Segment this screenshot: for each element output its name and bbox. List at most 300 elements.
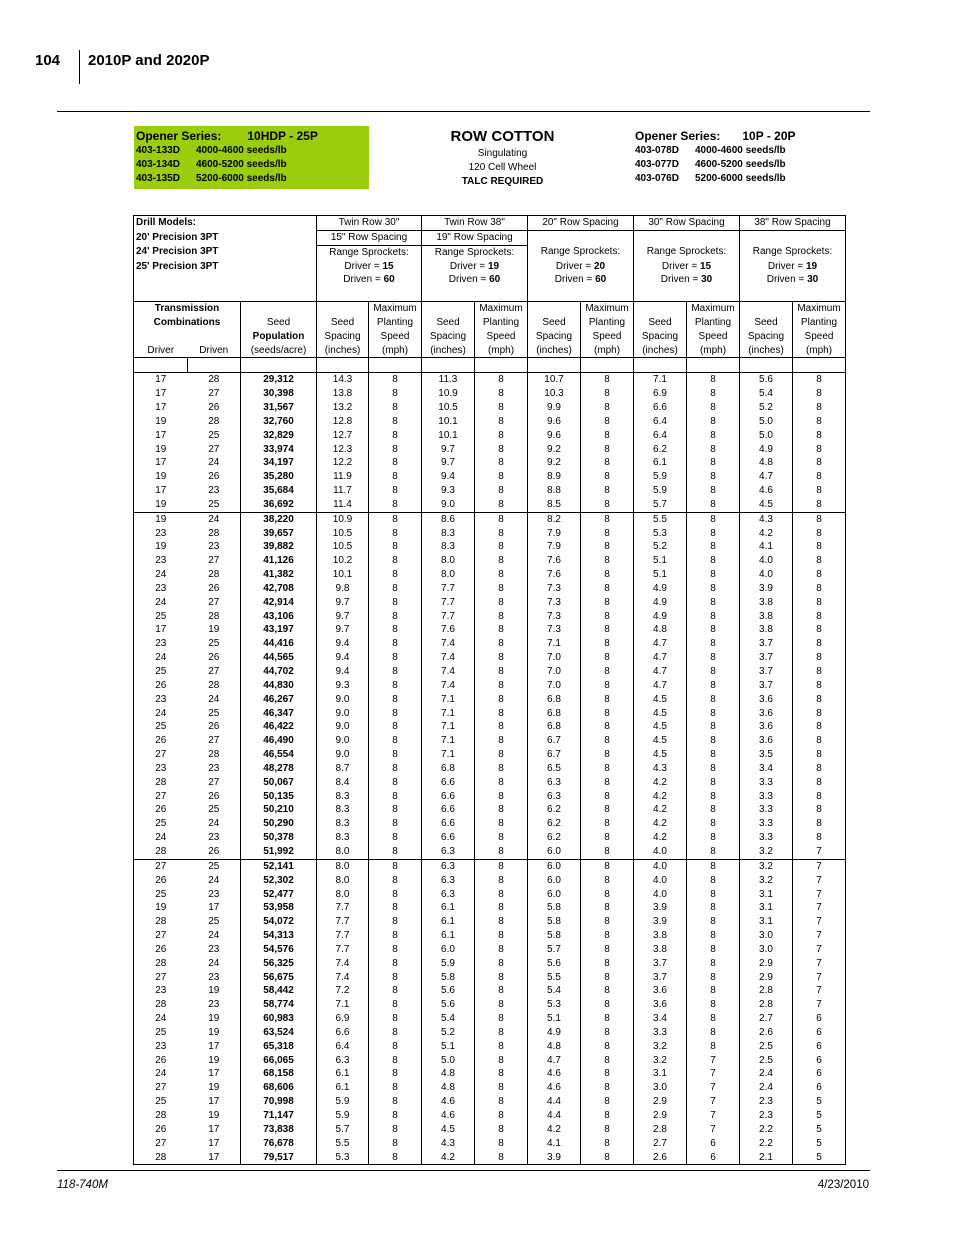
speed-15in-cell: 8 — [369, 734, 422, 748]
driven-cell: 23 — [208, 971, 220, 983]
spacing-20in-cell: 4.2 — [528, 1123, 581, 1137]
spacing-19in-cell: 6.1 — [422, 901, 475, 915]
spacing-30in-cell: 4.7 — [634, 679, 687, 693]
driver-cell: 24 — [134, 1012, 188, 1026]
spacing-20in-cell: 5.8 — [528, 901, 581, 915]
spacing-19in-cell: 7.1 — [422, 720, 475, 734]
spacing-19in-cell: 6.3 — [422, 874, 475, 888]
table-row — [134, 484, 846, 498]
speed-20in-cell: 8 — [581, 429, 634, 443]
speed-19in-cell: 8 — [475, 679, 528, 693]
driver-sprocket — [422, 260, 528, 274]
seed-population-cell: 65,318 — [241, 1040, 317, 1054]
driver-cell: 27 — [134, 971, 188, 985]
speed-20in-cell: 8 — [581, 387, 634, 401]
spacing-30in-cell: 6.6 — [634, 401, 687, 415]
speed-15in-cell: 8 — [369, 623, 422, 637]
group-row-spacing: 19" Row Spacing — [422, 230, 528, 245]
table-row — [134, 1137, 846, 1151]
speed-30in-cell: 6 — [687, 1137, 740, 1151]
driven-cell: 27 — [208, 776, 220, 788]
speed-38in-cell: 5 — [793, 1095, 846, 1109]
spacing-30in-cell: 3.2 — [634, 1054, 687, 1068]
speed-19in-cell: 8 — [475, 443, 528, 457]
speed-30in-cell: 8 — [687, 693, 740, 707]
speed-38in-cell: 8 — [793, 651, 846, 665]
spacing-19in-cell: 6.0 — [422, 943, 475, 957]
talc-note: TALC REQUIRED — [461, 176, 544, 187]
driven-cell: 25 — [208, 638, 220, 650]
spacing-19in-cell: 5.1 — [422, 1040, 475, 1054]
spacing-15in-cell: 11.9 — [317, 470, 369, 484]
spacing-19in-cell: 7.1 — [422, 734, 475, 748]
seed-population-cell: 51,992 — [241, 845, 317, 859]
seed-range: 4600-5200 seeds/lb — [196, 159, 287, 170]
speed-20in-cell: 8 — [581, 582, 634, 596]
speed-38in-cell: 7 — [793, 845, 846, 859]
speed-15in-cell: 8 — [369, 874, 422, 888]
spacing-19in-cell: 6.6 — [422, 790, 475, 804]
driven-cell: 26 — [208, 845, 220, 857]
spacing-30in-cell: 3.6 — [634, 998, 687, 1012]
part-number: 403-135D — [136, 173, 180, 184]
driven-cell: 17 — [208, 1137, 220, 1149]
spacing-38in-cell: 2.6 — [740, 1026, 793, 1040]
left-opener-box — [134, 126, 369, 189]
spacing-15in-cell: 7.7 — [317, 915, 369, 929]
seed-population-cell: 53,958 — [241, 901, 317, 915]
left-opener-series: 10HDP - 25P — [247, 129, 318, 143]
table-body — [134, 373, 846, 1165]
seed-range: 4000-4600 seeds/lb — [695, 145, 786, 156]
spacing-15in-cell: 9.4 — [317, 651, 369, 665]
range-sprockets-label: Range Sprockets: — [740, 245, 846, 259]
driver-cell: 24 — [134, 651, 188, 665]
spacing-19in-cell: 6.1 — [422, 915, 475, 929]
seed-population-cell: 68,158 — [241, 1067, 317, 1081]
driven-cell: 28 — [208, 749, 220, 761]
speed-20in-cell: 8 — [581, 610, 634, 624]
seed-population-cell: 44,702 — [241, 665, 317, 679]
table-row — [134, 651, 846, 665]
spacing-20in-cell: 6.0 — [528, 845, 581, 859]
table-row — [134, 527, 846, 541]
metering-type: Singulating — [477, 148, 528, 159]
spacing-38in-cell: 4.2 — [740, 527, 793, 541]
speed-header: Maximum — [369, 302, 422, 316]
speed-30in-cell: 8 — [687, 790, 740, 804]
speed-30in-cell: 8 — [687, 470, 740, 484]
driver-cell: 24 — [134, 1067, 188, 1081]
speed-30in-cell: 8 — [687, 707, 740, 721]
driver-cell: 27 — [134, 1081, 188, 1095]
speed-19in-cell: 8 — [475, 790, 528, 804]
speed-19in-cell: 8 — [475, 637, 528, 651]
driver-cell: 27 — [134, 748, 188, 762]
speed-15in-cell: 8 — [369, 443, 422, 457]
spacing-19in-cell: 9.3 — [422, 484, 475, 498]
speed-30in-cell: 6 — [687, 1151, 740, 1165]
spacing-20in-cell: 7.9 — [528, 540, 581, 554]
speed-38in-cell: 8 — [793, 637, 846, 651]
speed-38in-cell: 7 — [793, 888, 846, 902]
spacing-20in-cell: 5.1 — [528, 1012, 581, 1026]
seed-population-cell: 46,554 — [241, 748, 317, 762]
speed-20in-cell: 8 — [581, 512, 634, 526]
spacing-30in-cell: 6.2 — [634, 443, 687, 457]
table-row — [134, 943, 846, 957]
spacing-30in-cell: 4.9 — [634, 596, 687, 610]
driven-cell: 28 — [208, 610, 220, 622]
spacing-30in-cell: 5.9 — [634, 470, 687, 484]
speed-20in-cell: 8 — [581, 470, 634, 484]
speed-38in-cell: 8 — [793, 679, 846, 693]
speed-30in-cell: 8 — [687, 984, 740, 998]
speed-20in-cell: 8 — [581, 443, 634, 457]
spacing-20in-cell: 5.4 — [528, 984, 581, 998]
part-number: 403-078D — [635, 145, 679, 156]
driven-cell: 24 — [208, 957, 220, 969]
speed-15in-cell: 8 — [369, 1012, 422, 1026]
spacing-19in-cell: 7.4 — [422, 637, 475, 651]
spacing-15in-cell: 8.0 — [317, 888, 369, 902]
spacing-38in-cell: 4.7 — [740, 470, 793, 484]
spacing-19in-cell: 4.2 — [422, 1151, 475, 1165]
driver-cell: 23 — [134, 762, 188, 776]
speed-20in-cell: 8 — [581, 596, 634, 610]
speed-20in-cell: 8 — [581, 693, 634, 707]
speed-header: (mph) — [793, 344, 846, 358]
spacing-header: (inches) — [740, 344, 793, 358]
speed-15in-cell: 8 — [369, 554, 422, 568]
spacing-38in-cell: 3.7 — [740, 679, 793, 693]
seed-population-cell: 50,135 — [241, 790, 317, 804]
spacing-20in-cell: 10.3 — [528, 387, 581, 401]
speed-15in-cell: 8 — [369, 1151, 422, 1165]
driver-cell: 23 — [134, 527, 188, 541]
speed-30in-cell: 8 — [687, 720, 740, 734]
speed-20in-cell: 8 — [581, 1012, 634, 1026]
speed-20in-cell: 8 — [581, 971, 634, 985]
speed-38in-cell: 8 — [793, 693, 846, 707]
spacing-15in-cell: 5.5 — [317, 1137, 369, 1151]
table-row — [134, 984, 846, 998]
driver-cell: 28 — [134, 845, 188, 859]
speed-15in-cell: 8 — [369, 1081, 422, 1095]
speed-19in-cell: 8 — [475, 1095, 528, 1109]
driven-header: Driven — [199, 344, 229, 356]
speed-19in-cell: 8 — [475, 568, 528, 582]
seed-population-cell: 79,517 — [241, 1151, 317, 1165]
spacing-15in-cell: 7.7 — [317, 929, 369, 943]
speed-38in-cell: 7 — [793, 957, 846, 971]
speed-30in-cell: 7 — [687, 1067, 740, 1081]
driver-cell: 19 — [134, 470, 188, 484]
spacing-20in-cell: 4.6 — [528, 1081, 581, 1095]
speed-15in-cell: 8 — [369, 415, 422, 429]
seed-rate-table — [133, 215, 846, 1165]
spacing-header: (inches) — [422, 344, 475, 358]
blank-cell — [134, 287, 317, 301]
table-row — [134, 387, 846, 401]
population-header: (seeds/acre) — [241, 344, 317, 358]
speed-38in-cell: 6 — [793, 1067, 846, 1081]
spacing-38in-cell: 3.7 — [740, 665, 793, 679]
table-row — [134, 874, 846, 888]
driver-cell: 23 — [134, 582, 188, 596]
speed-15in-cell: 8 — [369, 1040, 422, 1054]
spacing-15in-cell: 10.5 — [317, 540, 369, 554]
spacing-19in-cell: 10.9 — [422, 387, 475, 401]
table-row — [134, 1095, 846, 1109]
table-row — [134, 1081, 846, 1095]
table-row — [134, 845, 846, 859]
spacing-15in-cell: 10.1 — [317, 568, 369, 582]
spacing-19in-cell: 8.3 — [422, 540, 475, 554]
spacing-38in-cell: 2.7 — [740, 1012, 793, 1026]
spacing-38in-cell: 2.3 — [740, 1109, 793, 1123]
spacing-38in-cell: 4.0 — [740, 554, 793, 568]
spacing-38in-cell: 2.8 — [740, 984, 793, 998]
driven-cell: 24 — [188, 512, 241, 526]
spacing-20in-cell: 7.6 — [528, 568, 581, 582]
spacing-30in-cell: 3.3 — [634, 1026, 687, 1040]
range-sprockets-label: Range Sprockets: — [528, 245, 634, 259]
speed-19in-cell: 8 — [475, 665, 528, 679]
spacing-38in-cell: 3.2 — [740, 845, 793, 859]
table-row — [134, 734, 846, 748]
speed-19in-cell: 8 — [475, 888, 528, 902]
spacing-header: Spacing — [422, 330, 475, 344]
table-row — [134, 623, 846, 637]
seed-population-cell: 46,490 — [241, 734, 317, 748]
spacing-30in-cell: 7.1 — [634, 373, 687, 387]
spacing-20in-cell: 7.3 — [528, 623, 581, 637]
spacing-19in-cell: 7.1 — [422, 748, 475, 762]
spacing-header: Spacing — [317, 330, 369, 344]
spacing-38in-cell: 4.3 — [740, 512, 793, 526]
speed-38in-cell: 7 — [793, 901, 846, 915]
spacing-20in-cell: 6.2 — [528, 831, 581, 845]
population-header: Population — [241, 330, 317, 344]
speed-38in-cell: 8 — [793, 790, 846, 804]
driven-value: 60 — [489, 274, 501, 286]
spacing-19in-cell: 7.7 — [422, 610, 475, 624]
spacing-30in-cell: 5.3 — [634, 527, 687, 541]
speed-15in-cell: 8 — [369, 929, 422, 943]
spacing-20in-cell: 5.8 — [528, 915, 581, 929]
seed-population-cell: 52,302 — [241, 874, 317, 888]
speed-15in-cell: 8 — [369, 651, 422, 665]
speed-19in-cell: 8 — [475, 527, 528, 541]
drill-model: 24' Precision 3PT — [134, 245, 317, 259]
speed-header: Planting — [475, 316, 528, 330]
seed-range: 5200-6000 seeds/lb — [196, 173, 287, 184]
spacing-30in-cell: 4.0 — [634, 888, 687, 902]
speed-30in-cell: 7 — [687, 1095, 740, 1109]
driver-sprocket — [634, 260, 740, 274]
driven-cell: 23 — [208, 485, 220, 497]
spacing-38in-cell: 3.6 — [740, 720, 793, 734]
speed-30in-cell: 8 — [687, 998, 740, 1012]
driver-cell: 23 — [134, 637, 188, 651]
spacing-38in-cell: 2.4 — [740, 1067, 793, 1081]
table-row — [134, 554, 846, 568]
speed-header: Maximum — [793, 302, 846, 316]
seed-population-cell: 60,983 — [241, 1012, 317, 1026]
drill-model: 25' Precision 3PT — [134, 260, 317, 274]
speed-30in-cell: 7 — [687, 1123, 740, 1137]
table-row — [134, 665, 846, 679]
spacing-38in-cell: 3.2 — [740, 859, 793, 873]
spacing-38in-cell: 5.0 — [740, 415, 793, 429]
speed-30in-cell: 8 — [687, 484, 740, 498]
spacing-30in-cell: 2.9 — [634, 1109, 687, 1123]
speed-30in-cell: 8 — [687, 415, 740, 429]
driver-cell: 28 — [134, 1151, 188, 1165]
driven-sprocket — [740, 273, 846, 287]
spacing-20in-cell: 4.1 — [528, 1137, 581, 1151]
speed-header: Planting — [581, 316, 634, 330]
speed-38in-cell: 8 — [793, 554, 846, 568]
speed-15in-cell: 8 — [369, 610, 422, 624]
driven-cell: 23 — [208, 999, 220, 1011]
driver-cell: 25 — [134, 610, 188, 624]
driven-cell: 19 — [208, 1054, 220, 1066]
spacing-20in-cell: 6.7 — [528, 748, 581, 762]
spacing-15in-cell: 13.2 — [317, 401, 369, 415]
spacing-header: Seed — [634, 316, 687, 330]
group-row-spacing — [528, 230, 634, 245]
spacing-20in-cell: 5.3 — [528, 998, 581, 1012]
page-number: 104 — [35, 52, 61, 69]
driven-cell: 28 — [208, 527, 220, 539]
driven-value: 30 — [701, 274, 713, 286]
spacing-30in-cell: 5.9 — [634, 484, 687, 498]
speed-header: Maximum — [687, 302, 740, 316]
spacing-20in-cell: 6.2 — [528, 803, 581, 817]
speed-15in-cell: 8 — [369, 665, 422, 679]
driver-label: Driver = — [344, 260, 383, 272]
speed-38in-cell: 8 — [793, 568, 846, 582]
speed-30in-cell: 8 — [687, 1040, 740, 1054]
speed-15in-cell: 8 — [369, 637, 422, 651]
table-row — [134, 859, 846, 873]
seed-population-cell: 66,065 — [241, 1054, 317, 1068]
part-number: 403-134D — [136, 159, 180, 170]
speed-20in-cell: 8 — [581, 1095, 634, 1109]
spacing-header: (inches) — [528, 344, 581, 358]
speed-20in-cell: 8 — [581, 651, 634, 665]
spacing-15in-cell: 6.4 — [317, 1040, 369, 1054]
speed-30in-cell: 8 — [687, 971, 740, 985]
speed-30in-cell: 8 — [687, 554, 740, 568]
table-row — [134, 790, 846, 804]
speed-38in-cell: 8 — [793, 456, 846, 470]
spacing-38in-cell: 4.8 — [740, 456, 793, 470]
table-row — [134, 679, 846, 693]
driven-cell: 19 — [208, 1026, 220, 1038]
speed-15in-cell: 8 — [369, 1137, 422, 1151]
table-row — [134, 1012, 846, 1026]
table-row — [134, 915, 846, 929]
spacing-15in-cell: 6.6 — [317, 1026, 369, 1040]
spacing-15in-cell: 9.4 — [317, 665, 369, 679]
speed-20in-cell: 8 — [581, 415, 634, 429]
speed-38in-cell: 5 — [793, 1109, 846, 1123]
driven-cell: 24 — [208, 818, 220, 830]
spacing-38in-cell: 3.8 — [740, 596, 793, 610]
speed-30in-cell: 8 — [687, 762, 740, 776]
speed-19in-cell: 8 — [475, 1109, 528, 1123]
seed-population-cell: 43,197 — [241, 623, 317, 637]
speed-15in-cell: 8 — [369, 943, 422, 957]
seed-population-cell: 41,126 — [241, 554, 317, 568]
spacing-19in-cell: 7.1 — [422, 693, 475, 707]
spacing-20in-cell: 4.4 — [528, 1109, 581, 1123]
speed-38in-cell: 8 — [793, 665, 846, 679]
spacing-19in-cell: 8.0 — [422, 554, 475, 568]
spacing-38in-cell: 4.1 — [740, 540, 793, 554]
spacing-15in-cell: 8.3 — [317, 817, 369, 831]
seed-population-cell: 46,422 — [241, 720, 317, 734]
spacing-38in-cell: 5.2 — [740, 401, 793, 415]
spacing-38in-cell: 4.6 — [740, 484, 793, 498]
spacing-38in-cell: 3.3 — [740, 803, 793, 817]
speed-20in-cell: 8 — [581, 845, 634, 859]
spacing-38in-cell: 3.4 — [740, 762, 793, 776]
spacing-30in-cell: 4.5 — [634, 748, 687, 762]
speed-15in-cell: 8 — [369, 998, 422, 1012]
spacing-19in-cell: 4.3 — [422, 1137, 475, 1151]
speed-20in-cell: 8 — [581, 540, 634, 554]
driven-sprocket — [317, 273, 422, 287]
speed-20in-cell: 8 — [581, 527, 634, 541]
speed-38in-cell: 7 — [793, 915, 846, 929]
seed-population-cell: 44,416 — [241, 637, 317, 651]
spacing-19in-cell: 7.4 — [422, 651, 475, 665]
spacing-38in-cell: 3.5 — [740, 748, 793, 762]
speed-15in-cell: 8 — [369, 596, 422, 610]
driver-cell: 17 — [134, 387, 188, 401]
part-number: 403-077D — [635, 159, 679, 170]
speed-header: Speed — [369, 330, 422, 344]
driver-sprocket — [528, 260, 634, 274]
speed-30in-cell: 8 — [687, 623, 740, 637]
table-row — [134, 1054, 846, 1068]
speed-38in-cell: 8 — [793, 401, 846, 415]
seed-population-cell: 58,442 — [241, 984, 317, 998]
speed-30in-cell: 8 — [687, 651, 740, 665]
spacing-19in-cell: 5.0 — [422, 1054, 475, 1068]
speed-19in-cell: 8 — [475, 387, 528, 401]
table-row — [134, 901, 846, 915]
driven-label: Driven = — [660, 274, 702, 286]
speed-20in-cell: 8 — [581, 665, 634, 679]
speed-header: (mph) — [687, 344, 740, 358]
spacing-20in-cell: 4.7 — [528, 1054, 581, 1068]
seed-population-cell: 56,675 — [241, 971, 317, 985]
spacing-20in-cell: 4.6 — [528, 1067, 581, 1081]
speed-15in-cell: 8 — [369, 1054, 422, 1068]
speed-20in-cell: 8 — [581, 748, 634, 762]
driver-label: Driver = — [767, 260, 806, 272]
spacing-19in-cell: 7.1 — [422, 707, 475, 721]
driver-cell: 24 — [134, 596, 188, 610]
spacing-header: (inches) — [634, 344, 687, 358]
table-row — [134, 582, 846, 596]
speed-20in-cell: 8 — [581, 776, 634, 790]
